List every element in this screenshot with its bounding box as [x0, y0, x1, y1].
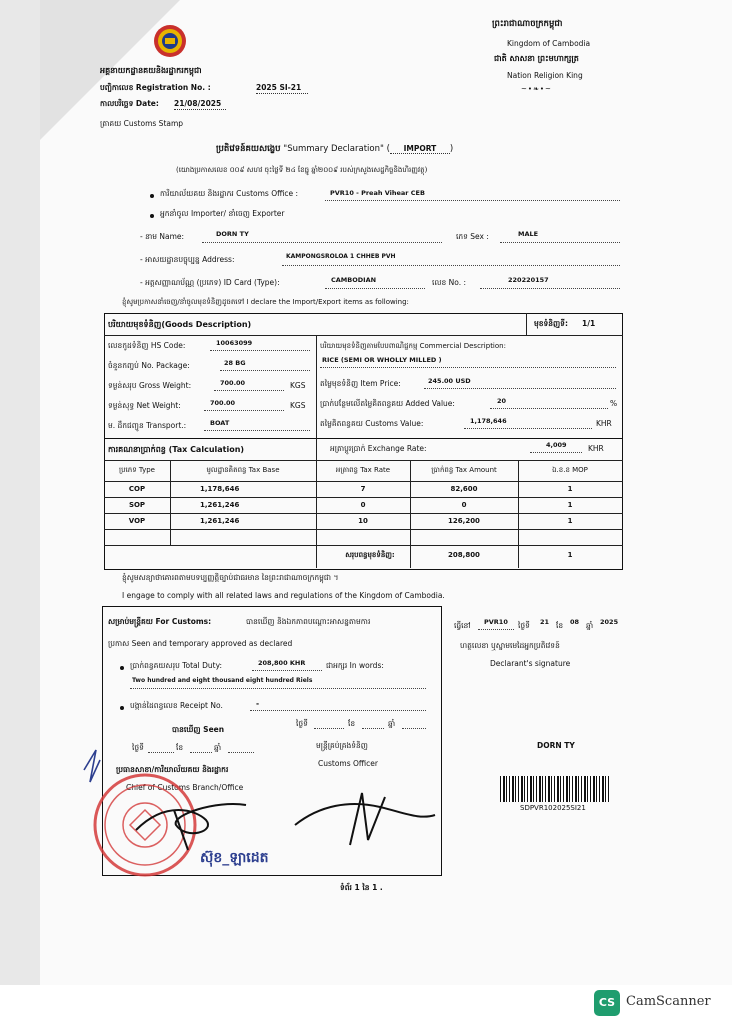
address-dots [282, 265, 620, 266]
kingdom-en: Kingdom of Cambodia [507, 39, 591, 48]
receipt-dots [250, 710, 426, 711]
title-subtitle: (យោងប្រកាសលេខ ០០៩ សហវ ចុះថ្ងៃទី ២៤ ខែធ្នូ ឆ្នាំ២០០៩ របស់ក្រសួងសេដ្ឋកិច្ចនិងហិរញ្ញវត្ថុ) [176, 166, 428, 174]
declarant-date-prefix: ធ្វើនៅ [454, 621, 471, 630]
declarant-name: DORN TY [537, 741, 575, 750]
officer-year: ឆ្នាំ [388, 719, 396, 728]
tax-col-line [316, 460, 317, 568]
officer-month: ខែ [348, 719, 356, 728]
transport-dots [204, 430, 310, 431]
bullet [150, 194, 154, 198]
tax-row-mop: 1 [567, 501, 573, 509]
declarant-place: PVR10 [484, 618, 508, 626]
item-price-label: តម្លៃមុខទំនិញ Item Price: [320, 379, 401, 388]
customs-value-unit: KHR [596, 419, 612, 428]
seen-label: បានឃើញ Seen [172, 725, 225, 734]
barcode [500, 776, 610, 802]
motto-ornament: ~•❧•~ [521, 85, 552, 93]
tax-row-amount: 82,600 [450, 485, 478, 493]
gross-weight-value: 700.00 [220, 379, 246, 387]
tax-row-rate: 7 [360, 485, 366, 493]
importer-label: អ្នកនាំចូល Importer/ នាំចេញ Exporter [160, 209, 285, 218]
tax-row-base: 1,261,246 [200, 501, 240, 509]
hs-code-label: លេខកូដទំនិញ HS Code: [108, 341, 186, 350]
goods-header-line [104, 335, 623, 336]
declarant-sig-kh: ហត្ថលេខា ឬស្នាមមេដៃអ្នកប្រតិវេទន៍ [460, 641, 560, 650]
commercial-dots [320, 367, 616, 368]
declare-statement: ខ្ញុំសូមប្រកាសនាំចេញ/នាំចូលមុខទំនិញដូចតទៅ I declare the Import/Export items as following: [122, 298, 409, 306]
declarant-day-label: ថ្ងៃទី [518, 621, 530, 630]
id-value: CAMBODIAN [331, 276, 377, 284]
tax-total-value: 208,800 [448, 551, 480, 559]
barcode-text: SDPVR102025SI21 [520, 804, 586, 812]
declarant-year: 2025 [600, 618, 619, 626]
items-label: មុខទំនិញទី: [534, 319, 568, 328]
place-dots [478, 629, 514, 630]
tax-row-type: VOP [128, 517, 146, 525]
tax-row-line [104, 545, 623, 546]
id-dots [325, 288, 425, 289]
officer-day: ថ្ងៃទី [296, 719, 308, 728]
tax-total-label: សរុបពន្ធមុខទំនិញ: [345, 551, 395, 559]
customs-box-title-kh: បានឃើញ និងឯកភាពបណ្តោះអាសន្នតាមការ [246, 617, 371, 626]
customs-office-label: ការិយាល័យគយ និងរដ្ឋាករ Customs Office : [160, 189, 299, 198]
tax-row-type: COP [128, 485, 146, 493]
package-dots [220, 370, 310, 371]
net-unit: KGS [290, 401, 306, 410]
sex-value: MALE [518, 230, 539, 238]
no-dots [480, 288, 620, 289]
tax-header-rate: អត្រាពន្ធ Tax Rate [335, 466, 391, 474]
title-kh: ប្រតិវេទន៍គយសង្ខេប [216, 144, 281, 154]
exchange-rate-value: 4,009 [546, 441, 567, 449]
tax-row-type: SOP [128, 501, 146, 509]
id-no-label: លេខ No. : [432, 278, 467, 287]
goods-mid-divider [316, 335, 317, 438]
declaration-title [216, 144, 453, 156]
officer-year-dots [402, 728, 426, 729]
gross-weight-label: ទម្ងន់សរុប Gross Weight: [108, 381, 192, 390]
office-dots [325, 200, 620, 201]
officer-day-dots [314, 728, 344, 729]
in-words-label: ជាអក្សរ In words: [326, 661, 384, 670]
customs-emblem [153, 24, 187, 58]
item-price-value: 245.00 USD [428, 377, 471, 385]
declaration-type: IMPORT [390, 144, 450, 154]
id-label: - អត្តសញ្ញាណប័ណ្ណ (ប្រភេទ) ID Card (Type): [140, 278, 280, 287]
items-divider [526, 313, 527, 335]
address-value: KAMPONGSROLOA 1 CHHEB PVH [286, 253, 396, 260]
tax-row-amount: 0 [461, 501, 467, 509]
date-label: កាលបរិច្ឆេទ Date: [100, 99, 159, 108]
gross-dots [214, 390, 284, 391]
address-label: - អាសយដ្ឋានបច្ចុប្បន្ន Address: [140, 255, 235, 264]
hs-code-value: 10063099 [216, 339, 253, 347]
net-dots [204, 410, 284, 411]
declarant-day: 21 [540, 618, 550, 626]
declarant-month: 08 [570, 618, 580, 626]
hs-dots [210, 350, 310, 351]
tax-row-line [104, 497, 623, 498]
exchange-rate-unit: KHR [588, 444, 604, 453]
bullet [120, 706, 124, 710]
tax-header-mop: ឯ.ខ.ខ MOP [552, 466, 588, 474]
commercial-label: បរិយាយមុខទំនិញតាមបែបពាណិជ្ជកម្ម Commercial Description: [320, 342, 506, 350]
added-value-label: ប្រាក់បន្ថែមលើតម្លៃគិតពន្ធគយ Added Value: [320, 399, 455, 408]
transport-label: ម. ដឹកជញ្ជូន Transport.: [108, 421, 187, 430]
words-dots [130, 688, 426, 689]
name-dots [202, 242, 442, 243]
name-value: DORN TY [216, 230, 249, 238]
tax-row-base: 1,178,646 [200, 485, 240, 493]
tax-row-base: 1,261,246 [200, 517, 240, 525]
tax-header-type: ប្រភេទ Type [119, 466, 155, 474]
bullet [150, 214, 154, 218]
declarant-month-label: ខែ [556, 621, 564, 630]
exchange-rate-label: អត្រាប្តូរប្រាក់ Exchange Rate: [330, 444, 427, 453]
customs-box-line2: ប្រកាស Seen and temporary approved as declared [108, 639, 293, 648]
chief-kh: ប្រធានសាខា/ការិយាល័យគយ និងរដ្ឋាករ [116, 765, 229, 774]
declarant-sig-en: Declarant's signature [490, 659, 571, 668]
sex-label: ភេទ Sex : [456, 232, 489, 241]
tax-header-divider [316, 438, 317, 460]
registration-value: 2025 SI-21 [256, 84, 308, 94]
items-value: 1/1 [582, 319, 596, 328]
tax-header-line [104, 460, 623, 461]
registration-label: បញ្ជិកាលេខ Registration No. : [100, 83, 211, 92]
package-value: 28 BG [224, 359, 246, 367]
tax-header-base: មូលដ្ឋានគិតពន្ធ Tax Base [206, 466, 280, 474]
tax-row-rate: 0 [360, 501, 366, 509]
title-en: "Summary Declaration" ( [283, 144, 390, 154]
transport-value: BOAT [210, 419, 230, 427]
camscanner-text: CamScanner [626, 994, 711, 1009]
tax-header-amount: ប្រាក់ពន្ធ Tax Amount [431, 466, 497, 474]
net-weight-value: 700.00 [210, 399, 236, 407]
officer-signature [290, 785, 440, 855]
id-no-value: 220220157 [508, 276, 549, 284]
commercial-value: RICE (SEMI OR WHOLLY MILLED ) [322, 356, 442, 364]
gross-unit: KGS [290, 381, 306, 390]
tax-row-line [104, 513, 623, 514]
tax-row-mop: 1 [567, 485, 573, 493]
in-words-value: Two hundred and eight thousand eight hundred Riels [132, 677, 313, 684]
handwritten-name: ស៊ុខ_ឡាដេត [200, 850, 269, 866]
customs-value-label: តម្លៃគិតពន្ធគយ Customs Value: [320, 419, 424, 428]
name-label: - នាម Name: [140, 232, 185, 241]
camscanner-logo-icon: CS [594, 990, 620, 1016]
officer-en: Customs Officer [318, 759, 378, 768]
tax-section-label: ការគណនាប្រាក់ពន្ធ (Tax Calculation) [108, 445, 245, 454]
customs-box-title: សម្រាប់មន្ត្រីគយ For Customs: [108, 617, 212, 626]
receipt-label: បង្កាន់ដៃពន្ធលេខ Receipt No. [130, 701, 223, 710]
added-value-value: 20 [497, 397, 507, 405]
net-weight-label: ទម្ងន់សុទ្ធ Net Weight: [108, 401, 181, 410]
goods-section-label: បរិយាយមុខទំនិញ(Goods Description) [108, 320, 252, 329]
tax-row-amount: 126,200 [448, 517, 480, 525]
sex-dots [500, 242, 620, 243]
tax-row-rate: 10 [358, 517, 368, 525]
customs-office-value: PVR10 - Preah Vihear CEB [330, 189, 425, 197]
chief-month: ខែ [176, 743, 184, 752]
chief-year: ឆ្នាំ [214, 743, 222, 752]
duty-dots [252, 670, 322, 671]
customs-value-value: 1,178,646 [470, 417, 507, 425]
officer-month-dots [362, 728, 384, 729]
date-value: 21/08/2025 [174, 100, 226, 110]
officer-kh: មន្ត្រីគ្រប់គ្រងទំនិញ [316, 741, 368, 750]
title-close: ) [449, 144, 454, 154]
added-pct: % [610, 399, 618, 408]
bullet [120, 666, 124, 670]
package-label: ចំនួនកញ្ចប់ No. Package: [108, 361, 190, 370]
declarant-year-label: ឆ្នាំ [586, 621, 594, 630]
chief-signature [76, 740, 276, 860]
customs-value-dots [464, 428, 592, 429]
motto-en: Nation Religion King [507, 71, 583, 80]
tax-total-mop: 1 [567, 551, 573, 559]
added-dots [490, 408, 608, 409]
receipt-value: - [256, 699, 260, 708]
engage-en: I engage to comply with all related laws and regulations of the Kingdom of Cambodia. [122, 591, 445, 600]
kingdom-kh: ព្រះរាជាណាចក្រកម្ពុជា [492, 19, 563, 29]
dept-kh: អគ្គនាយកដ្ឋានគយនិងរដ្ឋាករកម្ពុជា [100, 66, 202, 75]
tax-row-line [104, 529, 623, 530]
engage-kh: ខ្ញុំសូមសន្យាថាគោរពតាមបទប្បញ្ញត្តិច្បាប់ជាធរមាន នៃព្រះរាជាណាចក្រកម្ពុជា ។ [122, 573, 339, 582]
price-dots [424, 388, 616, 389]
customs-stamp-label: ត្រាគយ Customs Stamp [100, 119, 184, 128]
total-duty-value: 208,800 KHR [258, 659, 306, 667]
tax-row-mop: 1 [567, 517, 573, 525]
motto-kh: ជាតិ សាសនា ព្រះមហាក្សត្រ [494, 54, 579, 63]
page-number: ទំព័រ 1 នៃ 1 . [340, 883, 383, 892]
total-duty-label: ប្រាក់ពន្ធគយសរុប Total Duty: [130, 661, 223, 670]
chief-en: Chief of Customs Branch/Office [126, 783, 244, 792]
rate-dots [530, 452, 582, 453]
tax-row-line [104, 481, 623, 482]
scanner-footer [0, 985, 732, 1024]
chief-day: ថ្ងៃទី [132, 743, 144, 752]
